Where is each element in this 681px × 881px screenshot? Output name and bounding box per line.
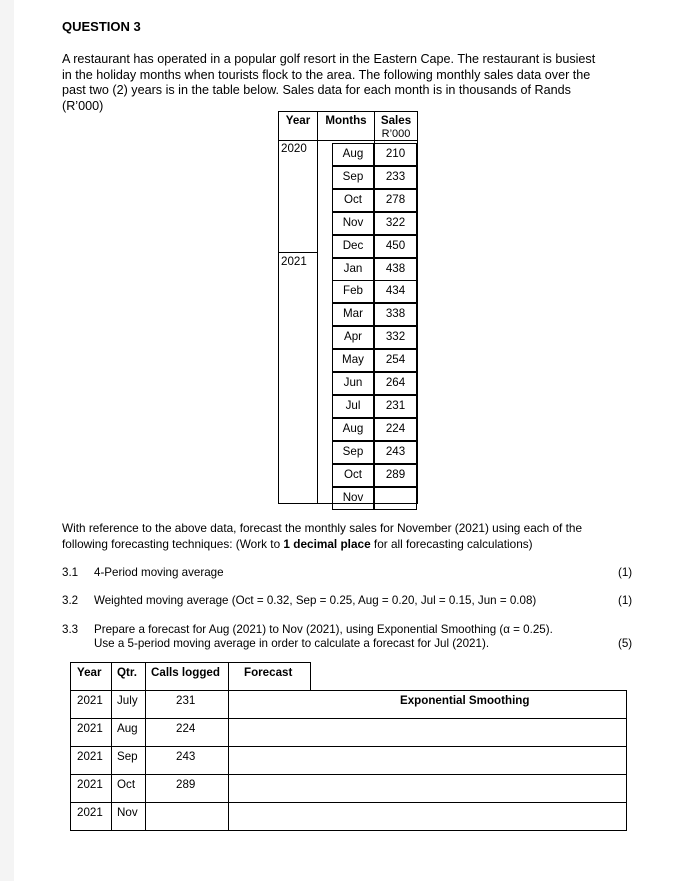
year-2020: 2020 xyxy=(281,142,307,155)
table-line xyxy=(626,690,627,831)
table-line xyxy=(111,662,112,690)
row-calls: 289 xyxy=(176,778,196,791)
question-number: 3.3 xyxy=(62,623,79,636)
sales-cell: 210 xyxy=(374,143,417,166)
row-qtr: Nov xyxy=(117,806,138,819)
row-year: 2021 xyxy=(77,722,103,735)
sales-cell: 322 xyxy=(374,212,417,235)
intro-paragraph xyxy=(62,52,634,114)
method-label: Exponential Smoothing xyxy=(400,694,530,707)
sales-cell: 231 xyxy=(374,395,417,418)
row-year: 2021 xyxy=(77,806,103,819)
table-line xyxy=(70,690,71,830)
sales-cell xyxy=(374,487,417,510)
header-qtr: Qtr. xyxy=(117,666,137,679)
header-calls: Calls logged xyxy=(151,666,220,679)
question-text: Use a 5-period moving average in order to calculate a forecast for Jul (2021). xyxy=(94,637,490,650)
month-cell: Jul xyxy=(332,395,374,418)
reference-bold: 1 decimal place xyxy=(283,537,371,551)
sales-cell: 278 xyxy=(374,189,417,212)
table-divider xyxy=(279,140,417,141)
sales-cell: 289 xyxy=(374,464,417,487)
row-qtr: July xyxy=(117,694,138,707)
row-calls: 243 xyxy=(176,750,196,763)
month-cell: Aug xyxy=(332,418,374,441)
sales-cell: 224 xyxy=(374,418,417,441)
sales-cell: 332 xyxy=(374,326,417,349)
row-calls: 231 xyxy=(176,694,196,707)
row-qtr: Sep xyxy=(117,750,138,763)
question-title: QUESTION 3 xyxy=(62,19,141,34)
table-divider xyxy=(317,112,318,503)
header-year: Year xyxy=(77,666,102,679)
sales-cell: 243 xyxy=(374,441,417,464)
table-line xyxy=(70,662,310,663)
header-months: Months xyxy=(325,114,367,127)
table-line xyxy=(145,662,146,690)
sales-cell: 338 xyxy=(374,303,417,326)
table-divider xyxy=(279,252,317,253)
question-text: Prepare a forecast for Aug (2021) to Nov (2021), using Exponential Smoothing (α = 0.25). xyxy=(94,623,553,636)
table-line xyxy=(70,746,627,747)
header-forecast: Forecast xyxy=(244,666,293,679)
row-qtr: Oct xyxy=(117,778,136,791)
header-sales-unit: R’000 xyxy=(381,128,411,140)
question-marks: (5) xyxy=(618,637,633,650)
month-cell: Apr xyxy=(332,326,374,349)
question-marks: (1) xyxy=(618,594,633,607)
sales-cell: 438 xyxy=(374,258,417,281)
table-line xyxy=(70,690,627,691)
sales-cell: 254 xyxy=(374,349,417,372)
question-text: 4-Period moving average xyxy=(94,566,224,579)
row-qtr: Aug xyxy=(117,722,138,735)
question-number: 3.1 xyxy=(62,566,79,579)
month-cell: Sep xyxy=(332,441,374,464)
month-cell: May xyxy=(332,349,374,372)
month-cell: Sep xyxy=(332,166,374,189)
reference-line: With reference to the above data, forecast the monthly sales for November (2021) using each of the xyxy=(62,521,583,535)
sales-cell: 233 xyxy=(374,166,417,189)
row-year: 2021 xyxy=(77,778,103,791)
question-marks: (1) xyxy=(618,566,633,579)
table-line xyxy=(70,774,627,775)
reference-text: following forecasting techniques: (Work to xyxy=(62,537,284,551)
table-line xyxy=(70,718,627,719)
month-cell: Oct xyxy=(332,464,374,487)
sales-table xyxy=(278,111,418,504)
header-sales: Sales xyxy=(380,114,412,127)
table-line xyxy=(111,690,112,830)
table-line xyxy=(228,690,229,830)
table-line xyxy=(70,830,627,831)
intro-line: (R’000) xyxy=(62,98,104,113)
reference-line xyxy=(62,536,634,552)
row-year: 2021 xyxy=(77,694,103,707)
month-cell: Jan xyxy=(332,258,374,281)
row-calls: 224 xyxy=(176,722,196,735)
table-line xyxy=(145,690,146,830)
table-line xyxy=(310,662,311,690)
month-cell: Nov xyxy=(332,487,374,510)
intro-line: past two (2) years is in the table below. Sales data for each month is in thousands of Rands xyxy=(62,83,571,98)
table-line xyxy=(70,662,71,690)
sales-cell: 264 xyxy=(374,372,417,395)
row-year: 2021 xyxy=(77,750,103,763)
header-year: Year xyxy=(285,114,311,127)
table-line xyxy=(70,802,627,803)
month-cell: Nov xyxy=(332,212,374,235)
sales-cell: 434 xyxy=(374,280,417,303)
reference-paragraph xyxy=(62,520,634,552)
month-cell: Mar xyxy=(332,303,374,326)
reference-text: for all forecasting calculations) xyxy=(370,537,533,551)
question-text: Weighted moving average (Oct = 0.32, Sep = 0.25, Aug = 0.20, Jul = 0.15, Jun = 0.08) xyxy=(94,594,537,607)
question-number: 3.2 xyxy=(62,594,79,607)
year-2021: 2021 xyxy=(281,255,307,268)
table-line xyxy=(228,662,229,690)
month-cell: Aug xyxy=(332,143,374,166)
month-cell: Dec xyxy=(332,235,374,258)
sales-cell: 450 xyxy=(374,235,417,258)
month-cell: Oct xyxy=(332,189,374,212)
month-cell: Jun xyxy=(332,372,374,395)
intro-line: in the holiday months when tourists flock to the area. The following monthly sales data over the xyxy=(62,67,591,82)
intro-line: A restaurant has operated in a popular golf resort in the Eastern Cape. The restaurant is busiest xyxy=(62,52,596,66)
month-cell: Feb xyxy=(332,280,374,303)
